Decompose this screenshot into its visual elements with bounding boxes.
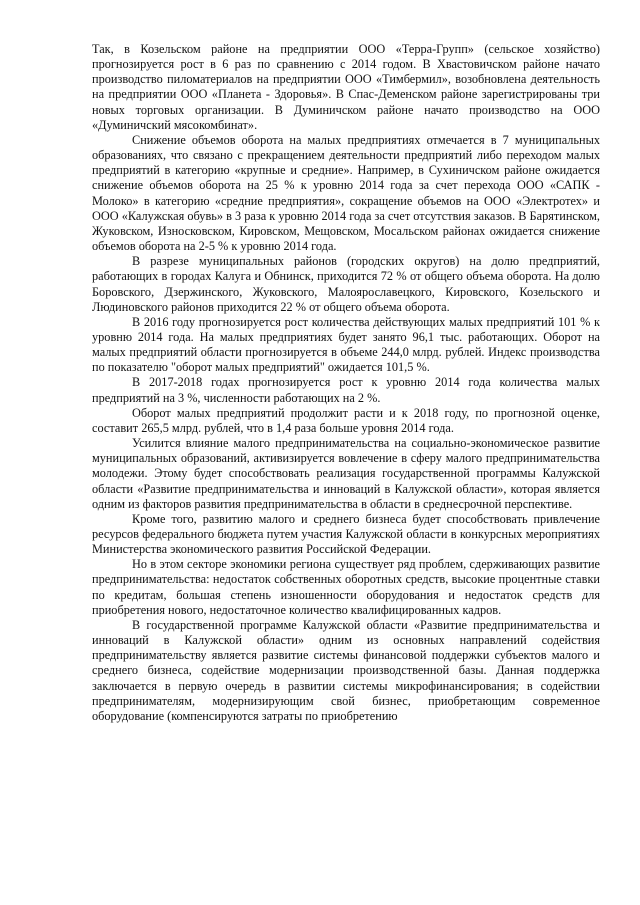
paragraph: В государственной программе Калужской области «Развитие предпринимательства и инноваций в Калужской области» одним из основных направлений содействия предпринимательству является развитие системы финансовой поддержки субъектов малого и среднего бизнеса, содействие модернизации производственной базы. Данная поддержка заключается в первую очередь в развитии системы микрофинансирования; в содействии предпринимателям, модернизирующим свой бизнес, приобретающим современное оборудование (компенсируются затраты по приобретению	[92, 617, 600, 723]
paragraph: Так, в Козельском районе на предприятии ООО «Терра-Групп» (сельское хозяйство) прогнозируется рост в 6 раз по сравнению с 2014 годом. В Хвастовичском районе начато производство пиломатериалов на предприятии ООО «Тимбермил», возобновлена деятельность на предприятии ООО «Планета - Здоровья». В Спас-Деменском районе зарегистрированы три новых торговых организации. В Думиничском районе начато производство на ООО «Думиничский мясокомбинат».	[92, 42, 600, 132]
paragraph: В разрезе муниципальных районов (городских округов) на долю предприятий, работающих в городах Калуга и Обнинск, приходится 72 % от общего объема оборота. На долю Боровского, Дзержинского, Жуковского, Малоярославецкого, Кировского, Козельского и Людиновского районов приходится 22 % от общего объема оборота.	[92, 254, 600, 314]
paragraph: Снижение объемов оборота на малых предприятиях отмечается в 7 муниципальных образованиях, что связано с прекращением деятельности предприятий либо переходом малых предприятий в категорию «крупные и средние». Например, в Сухиничском районе ожидается снижение объемов оборота на 25 % к уровню 2014 года за счет перехода ООО «САПК - Молоко» в категорию «средние предприятия», сокращение объемов на ООО «Электротех» и ООО «Калужская обувь» в 3 раза к уровню 2014 года за счет отсутствия заказов. В Барятинском, Жуковском, Износковском, Кировском, Мещовском, Мосальском районах ожидается снижение объемов оборота на 2-5 % к уровню 2014 года.	[92, 132, 600, 254]
document-body	[92, 42, 600, 724]
paragraph: В 2016 году прогнозируется рост количества действующих малых предприятий 101 % к уровню 2014 года. На малых предприятиях будет занято 96,1 тыс. работающих. Оборот на малых предприятий области прогнозируется в объеме 244,0 млрд. рублей. Индекс производства по показателю "оборот малых предприятий" ожидается 101,5 %.	[92, 314, 600, 375]
paragraph: В 2017-2018 годах прогнозируется рост к уровню 2014 года количества малых предприятий на 3 %, численности работающих на 2 %.	[92, 375, 600, 405]
paragraph: Но в этом секторе экономики региона существует ряд проблем, сдерживающих развитие предпринимательства: недостаток собственных оборотных средств, высокие процентные ставки по кредитам, большая степень изношенности оборудования и недостаток средств для приобретения нового, недостаточное количество квалифицированных кадров.	[92, 557, 600, 617]
paragraph: Усилится влияние малого предпринимательства на социально-экономическое развитие муниципальных образований, активизируется вовлечение в сферу малого предпринимательства молодежи. Этому будет способствовать реализация государственной программы Калужской области «Развитие предпринимательства и инноваций в Калужской области», которая является одним из факторов развития предпринимательства в области в среднесрочной перспективе.	[92, 436, 600, 511]
paragraph: Оборот малых предприятий продолжит расти и к 2018 году, по прогнозной оценке, составит 265,5 млрд. рублей, что в 1,4 раза больше уровня 2014 года.	[92, 405, 600, 435]
paragraph: Кроме того, развитию малого и среднего бизнеса будет способствовать привлечение ресурсов федерального бюджета путем участия Калужской области в конкурсных мероприятиях Министерства экономического развития Российской Федерации.	[92, 511, 600, 557]
